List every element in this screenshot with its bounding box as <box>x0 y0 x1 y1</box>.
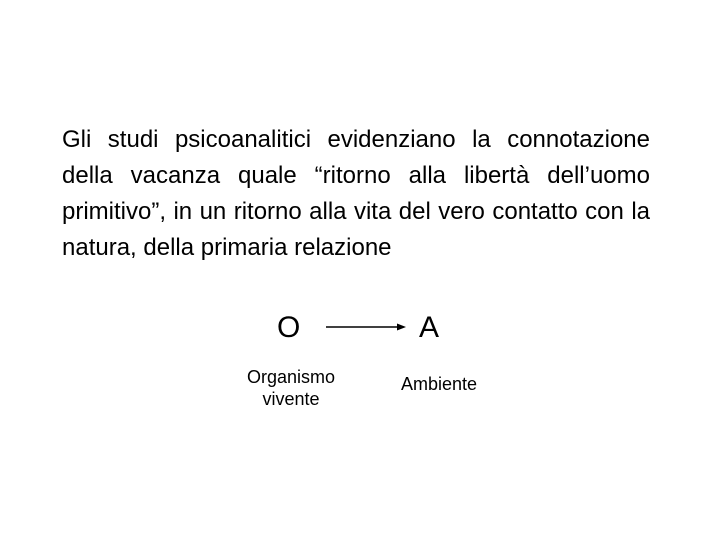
arrow-icon <box>326 320 406 334</box>
environment-letter: A <box>419 311 440 344</box>
organism-caption-line1: Organismo <box>246 367 336 387</box>
organism-letter: O <box>277 311 301 344</box>
body-paragraph: Gli studi psicoanalitici evidenziano la connotazione della vacanza quale “ritorno alla libertà dell’uomo primitivo”, in un ritorno alla vita del vero contatto con la natura, della primaria relazione <box>62 126 650 261</box>
organism-caption-line2: vivente <box>262 389 320 409</box>
organism-caption <box>232 366 350 410</box>
environment-caption: Ambiente <box>400 374 478 394</box>
